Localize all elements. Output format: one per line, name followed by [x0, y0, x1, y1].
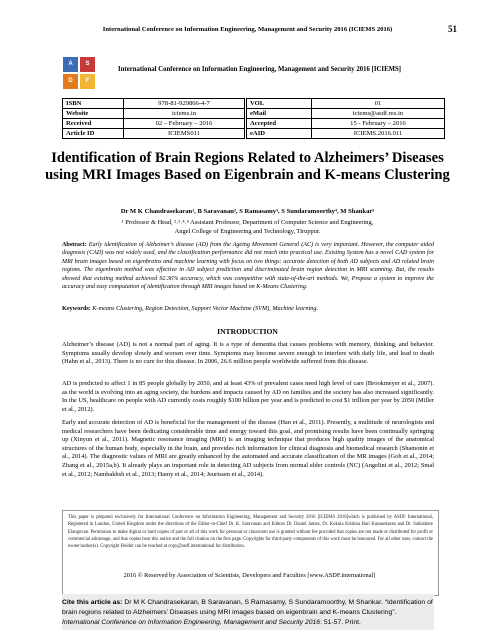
- meta-table-left: [62, 98, 245, 139]
- citation-title: “Identification of brain regions related to Alzheimers’ Diseases using MRI images based on eigenbrain and K-means Clustering”.: [62, 599, 433, 616]
- meta-value: 01: [312, 99, 445, 109]
- abstract: [62, 241, 434, 291]
- affiliation-line: ¹ Professor & Head, ²˒³˒⁴˒⁵ Assistant Professor, Department of Computer Science and Engineering,: [121, 219, 374, 226]
- copyright-line: 2016 © Reserved by Association of Scientists, Developers and Faculties [www.ASDF.international]: [123, 572, 376, 579]
- page-number: 51: [448, 24, 457, 34]
- keywords-text: K-means Clustering, Region Detection, Support Vector Machine (SVM), Machine learning.: [92, 305, 319, 312]
- body-paragraph: AD is predicted to affect 1 in 85 people globally by 2050, and at least 43% of prevalent cases need high level of care (Brookmeyer et al., 2007). as the world is evolving into an aging society, the burdens and impacts caused by AD on families and the society has also increased significantly. In the US, healthcare on people with AD currently costs roughly $100 billion per year and is predicted to cost $1 trillion per year by 2050 (Miller et al., 2012).: [62, 380, 434, 413]
- asdf-logo: [63, 57, 95, 89]
- affiliation: [40, 218, 455, 236]
- meta-key: eAID: [247, 129, 312, 139]
- citation-authors: Dr M K Chandrasekaran, B Saravanan, S Ramasamy, S Sundaramoorthy, M Shankar.: [124, 599, 383, 606]
- author-list: Dr M K Chandrasekaran¹, B Saravanan², S Ramasamy³, S Sundaramoorthy⁴, M Shankar⁵: [120, 208, 375, 215]
- conference-line: International Conference on Information Engineering, Management and Security 2016 [ICIEMS]: [118, 66, 402, 73]
- meta-row-accepted: [247, 119, 445, 129]
- meta-row-received: [63, 119, 245, 129]
- body-paragraph: Alzheimer’s disease (AD) is not a normal part of aging. It is a type of dementia that causes problems with memory, thinking, and behavior. Symptoms usually develop slowly and worsen over time. Symptoms may become severe enough to interfere with daily life, and lead to death (Hahn et al., 2013). There is no cure for this disease. In 2006, 26.6 million people worldwide suffered from this disease.: [62, 341, 434, 366]
- paper-title: Identification of Brain Regions Related to Alzheimers’ Diseases using MRI Images Based on Eigenbrain and K-means Clustering: [45, 150, 450, 183]
- meta-value: ICIEMS011: [124, 129, 245, 139]
- meta-key: Article ID: [63, 129, 124, 139]
- meta-key: eMail: [247, 109, 312, 119]
- running-header: International Conference on Information Engineering, Management and Security 2016 (ICIEMS 2016): [102, 26, 393, 33]
- meta-key: VOL: [247, 99, 312, 109]
- license-notice: This paper is prepared exclusively for International Conference on Information Engineering, Management and Security 2016 [ICIEMS 2016]which is published by ASDF International, Registered in London, United Kingdom under the directions of the Editor-in-Chief Dr. K. Saravanan and Editors Dr. Daniel James, Dr. Kokula Krishna Hari Kunasekaran and Dr. Saikishore Elangovan. Permission to make digital or hard copies of part or all of this work for personal or classroom use is granted without fee provided that copies are not made or distributed for profit or commercial advantage, and that copies bear this notice and the full citation on the first page. Copyrights for third-party components of this work must be honoured. For all other uses, contact the owner/author(s). Copyright Holder can be reached at copy@asdf.international for distribution.: [62, 510, 439, 596]
- meta-row-article-id: [63, 129, 245, 139]
- meta-row-website: [63, 109, 245, 119]
- meta-key: Received: [63, 119, 124, 129]
- logo-tile-s: S: [80, 57, 95, 72]
- abstract-label: Abstract:: [62, 242, 87, 248]
- meta-value: 02 – February – 2016: [124, 119, 245, 129]
- logo-tile-d: D: [63, 74, 78, 89]
- citation-box: [62, 594, 434, 630]
- citation-label: Cite this article as:: [62, 599, 123, 606]
- keywords: [62, 305, 434, 312]
- citation-venue: International Conference on Information Engineering, Management and Security 2016: [62, 618, 321, 626]
- meta-key: Website: [63, 109, 124, 119]
- meta-row-email: [247, 109, 445, 119]
- affiliation-line: Angel College of Engineering and Technology, Tiruppur.: [174, 228, 321, 235]
- meta-value: 978-81-929866-4-7: [124, 99, 245, 109]
- meta-value: iciems@asdf.res.in: [312, 109, 445, 119]
- meta-value: 15 - February – 2016: [312, 119, 445, 129]
- meta-value: ICIEMS.2016.011: [312, 129, 445, 139]
- meta-key: ISBN: [63, 99, 124, 109]
- logo-tile-f: F: [80, 74, 95, 89]
- abstract-text: Early identification of Alzheimer’s disease (AD) from the Ageing Movement General (AC) is very important. However, the computer aided diagnosis (CAD) was not widely used, and the classification performance did not reach into practical use. Existing System has a novel CAD system for MRI brain images based on eigenbrains and machine learning with focus on two things: accurate detection of both AD subjects and AD related brain regions. The eigenbrain method was effective in AD subject prediction and discriminated brain region detection in MRI scanning. But, the results showed that existing method achieved 92.36% accuracy, which was competitive with state-of-the-art methods. We, Propose a system to improve the accuracy and easy computation of identification through MRI images based on K-Means Clustering.: [62, 242, 434, 291]
- body-paragraph: Early and accurate detection of AD is beneficial for the management of the disease (Han et al., 2011). Presently, a multitude of neurologists and medical researchers have been dedicating considerable time and energy toward this goal, and promising results have been continually springing up (Xinyun et al., 2011). Magnetic resonance imaging (MRI) is an imaging technique that produces high quality images of the anatomical structures of the human body, especially in the brain, and provides rich information for clinical diagnosis and biomedical research (Shamonin et al., 2014). The diagnostic values of MRI are greatly enhanced by the automated and accurate classification of the MR images (Goh et al., 2014; Zhang et al., 2015a,b). It already plays an important role in detecting AD subjects from normal elder controls (NC) (Angelini et al., 2012; Smal et al., 2012; Nambakhsh et al., 2013; Hamy et al., 2014; Jeurissen et al., 2014).: [62, 419, 434, 478]
- meta-row-isbn: [63, 99, 245, 109]
- meta-table-right: [246, 98, 445, 139]
- citation-pages: : 51-57. Print.: [320, 618, 361, 626]
- logo-tile-a: A: [63, 57, 78, 72]
- keywords-label: Keywords:: [62, 305, 91, 312]
- meta-row-vol: [247, 99, 445, 109]
- section-heading: INTRODUCTION: [217, 327, 278, 336]
- meta-row-eaid: [247, 129, 445, 139]
- meta-value: iciems.in: [124, 109, 245, 119]
- meta-key: Accepted: [247, 119, 312, 129]
